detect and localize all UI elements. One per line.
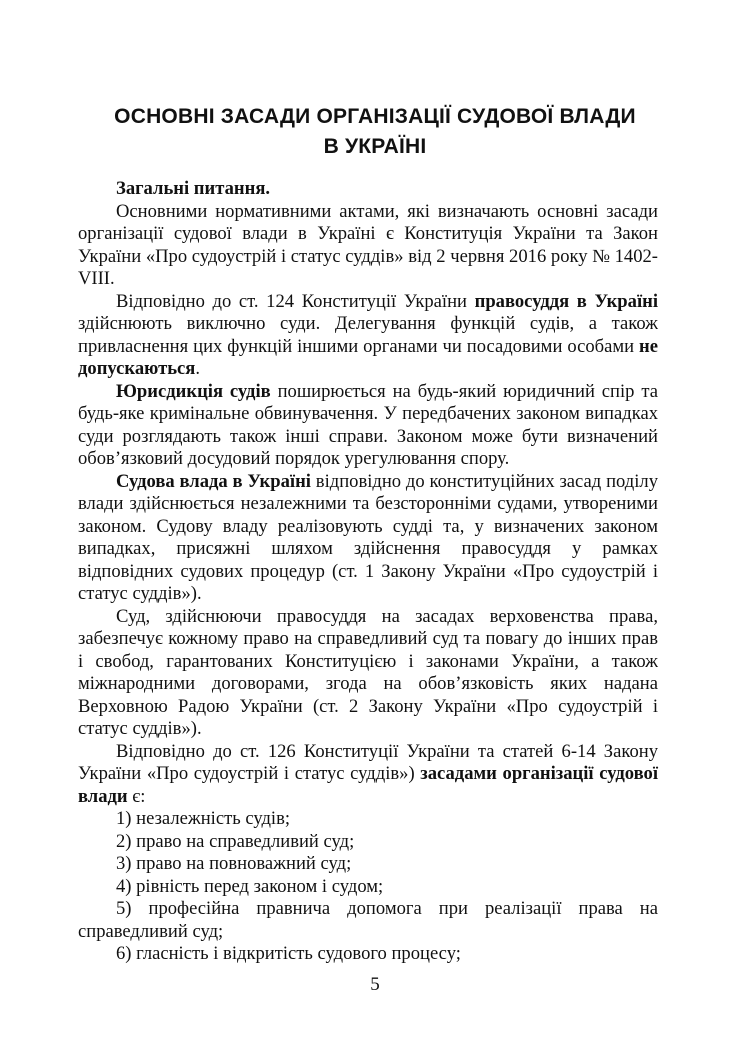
title-line-1: ОСНОВНІ ЗАСАДИ ОРГАНІЗАЦІЇ СУДОВОЇ ВЛАДИ xyxy=(114,105,636,128)
paragraph-2-text-1: Відповідно до ст. 124 Конституції України xyxy=(116,290,475,312)
paragraph-2 xyxy=(78,291,658,381)
paragraph-6-text-1: Відповідно до ст. 126 Конституції України та статей 6-14 Закону України «Про судоустрій і статус суддів») xyxy=(78,740,658,784)
document-body xyxy=(78,178,658,966)
paragraph-2-bold-2: не допускаються xyxy=(78,335,658,379)
list-item: 2) право на справедливий суд; xyxy=(116,830,355,852)
paragraph-3 xyxy=(78,381,658,471)
paragraph-5: Суд, здійснюючи правосуддя на засадах верховенства права, забезпечує кожному право на справедливий суд та повагу до інших прав і свобод, гарантованих Конституцією і законами України, а також міжнародними договорами, згода на обов’язковість яких надана Верховною Радою України (ст. 2 Закону України «Про судоустрій і статус суддів»). xyxy=(78,605,658,739)
paragraph-4 xyxy=(78,471,658,606)
list-item: 3) право на повноважний суд; xyxy=(116,853,352,874)
paragraph-6-bold-1: засадами організації судової влади xyxy=(78,763,658,807)
section-heading xyxy=(78,178,658,201)
page-number: 5 xyxy=(370,974,380,995)
list-item: 6) гласність і відкритість судового процесу; xyxy=(116,943,461,964)
paragraph-6 xyxy=(78,741,658,809)
paragraph-4-text-1: відповідно до конституційних засад поділу влади здійснюється незалежними та безсторонніми судами, утвореними законом. Судову владу реалізовують судді та, у визначених законом випадках, присяжні шляхом здійснення правосуддя у рамках відповідних судових процедур (ст. 1 Закону України «Про судоустрій і статус суддів»). xyxy=(78,470,658,604)
section-heading-text: Загальні питання. xyxy=(116,178,271,199)
paragraph-4-bold-1: Судова влада в Україні xyxy=(116,470,311,492)
paragraph-2-bold-1: правосуддя в Україні xyxy=(474,290,658,312)
paragraph-2-text-2: здійснюють виключно суди. Делегування функцій судів, а також привласнення цих функцій іншими органами чи посадовими особами xyxy=(78,313,658,357)
list-item: 4) рівність перед законом і судом; xyxy=(116,875,384,897)
paragraph-2-text-3: . xyxy=(195,358,201,379)
title-line-2: В УКРАЇНІ xyxy=(323,135,427,158)
page-title xyxy=(80,102,670,162)
paragraph-6-text-2: є: xyxy=(127,785,146,807)
paragraph-3-text-1: поширюється на будь-який юридичний спір та будь-яке кримінальне обвинувачення. У передбачених законом випадках суди розглядають також інші справи. Законом може бути визначений обов’язковий досудовий порядок урегулювання спору. xyxy=(78,380,658,469)
list-item: 5) професійна правнича допомога при реалізації права на справедливий суд; xyxy=(78,898,658,942)
paragraph-1: Основними нормативними актами, які визначають основні засади організації судової влади в Україні є Конституція України та Закон України «Про судоустрій і статус суддів» від 2 червня 2016 року № 1402-VIII. xyxy=(78,200,658,289)
list-item: 1) незалежність судів; xyxy=(116,808,291,829)
paragraph-3-bold-1: Юрисдикція судів xyxy=(116,380,271,402)
